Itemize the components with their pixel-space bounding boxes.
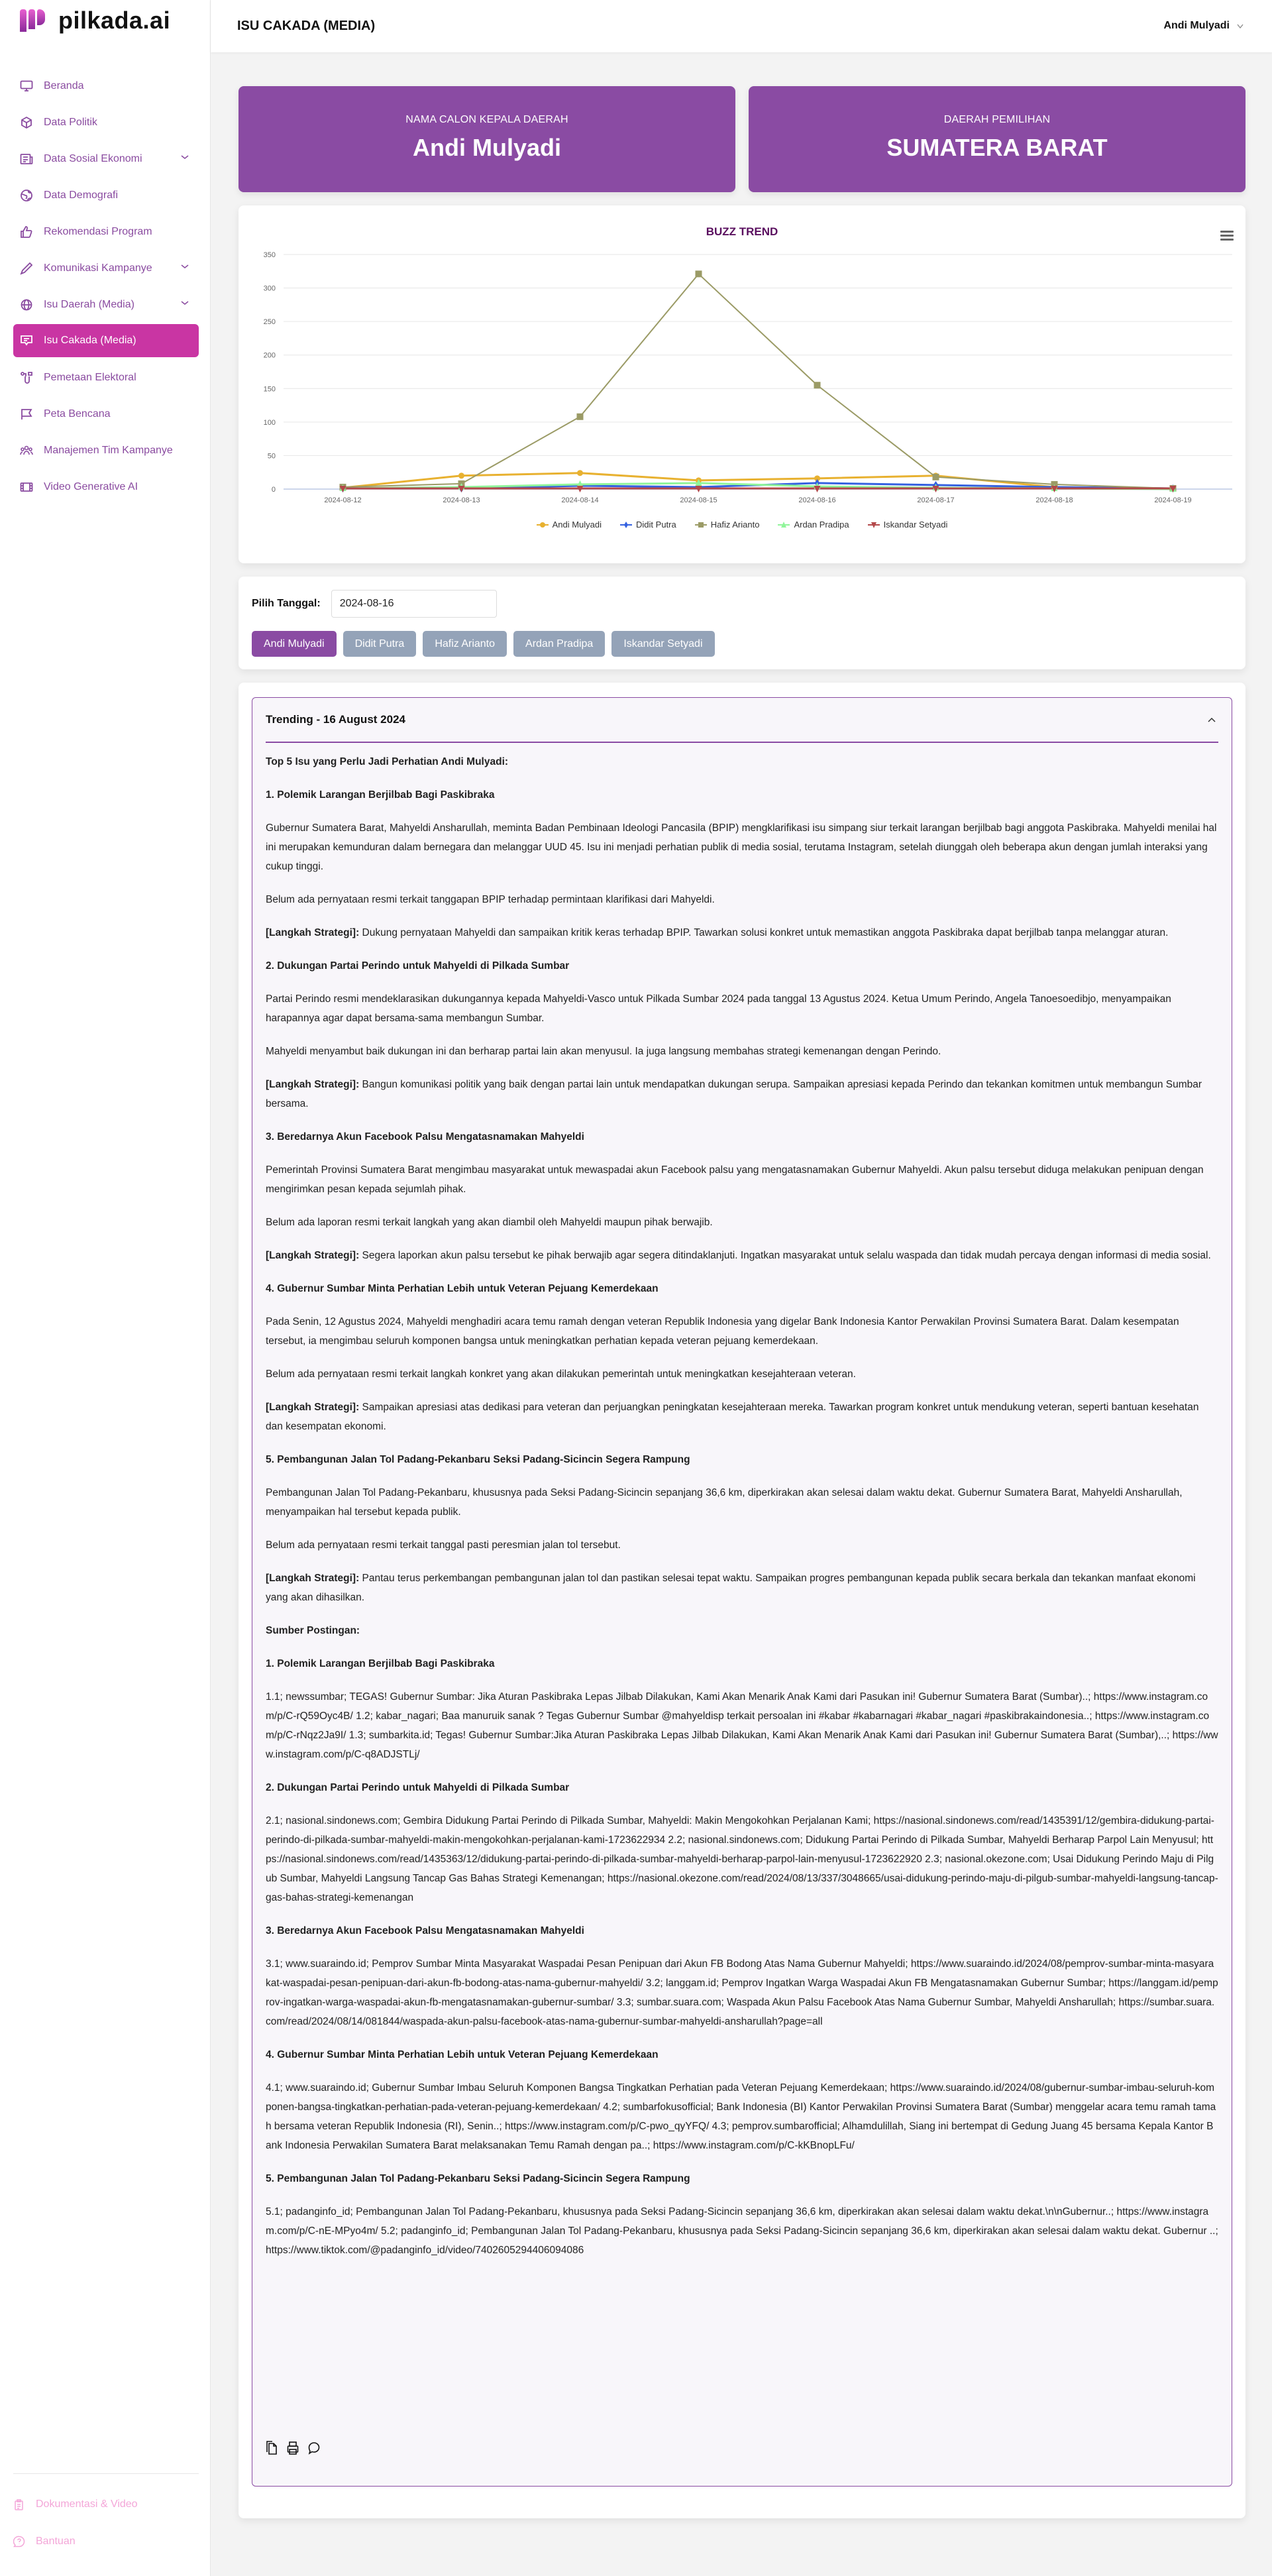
candidate-card (238, 86, 735, 192)
source-group-title: 1. Polemik Larangan Berjilbab Bagi Paskibraka (266, 1658, 495, 1669)
issue-status: Belum ada pernyataan resmi terkait langkah konkret yang akan dilakukan pemerintah untuk meningkatkan kesejahteraan veteran. (266, 1369, 856, 1380)
issue-title: 2. Dukungan Partai Perindo untuk Mahyeldi di Pilkada Sumbar (266, 960, 570, 972)
trending-panel (238, 683, 1246, 2518)
strategy-text: Pantau terus perkembangan pembangunan jalan tol dan pastikan selesai tepat waktu. Sampaikan progres pembangunan kepada publik secara berkala dan tekankan manfaat ekonomi yang akan dihasilkan. (266, 1573, 1196, 1603)
series-line-hafiz-arianto (343, 274, 1173, 488)
source-group-title: 3. Beredarnya Akun Facebook Palsu Mengatasnamakan Mahyeldi (266, 1925, 584, 1936)
issue-summary: Pemerintah Provinsi Sumatera Barat mengimbau masyarakat untuk mewaspadai akun Facebook palsu yang mengatasnamakan Gubernur Mahyeldi. Akun palsu tersebut diduga melakukan penipuan dengan mengirimkan pesan kepada sejumlah pihak. (266, 1164, 1204, 1195)
source-group-text: 4.1; www.suaraindo.id; Gubernur Sumbar Imbau Seluruh Komponen Bangsa Tingkatkan Perhatian pada Veteran Pejuang Kemerdekaan; https://www.suaraindo.id/2024/08/gubernur-sumbar-imbau-seluruh-komponen-bangsa-tingkatkan-perhatian-pada-veteran-pejuang-kemerdekaan/ 4.2; sumbarfokusofficial; Bank Indonesia (BI) Kantor Perwakilan Provinsi Sumatera Barat (Sumbar) menggelar acara temu ramah tamah bersama veteran Republik Indonesia (RI), Senin..; https://www.instagram.com/p/C-pwo_qyYFQ/ 4.3; pemprov.sumbarofficial; Alhamdulillah, Siang ini bertempat di Gedung Juang 45 bersama Kepala Kantor Bank Indonesia Perwakilan Sumatera Barat melaksanakan Temu Ramah dengan pa..; https://www.instagram.com/p/C-kKBnopLFu/ (266, 2082, 1216, 2151)
issue-strategy (266, 1075, 1218, 1113)
issue-title: 3. Beredarnya Akun Facebook Palsu Mengatasnamakan Mahyeldi (266, 1131, 584, 1143)
pencil-icon (20, 262, 33, 275)
legend-symbol-icon (778, 521, 790, 529)
sidebar-item-label: Manajemen Tim Kampanye (44, 444, 173, 456)
comment-icon[interactable] (308, 2441, 320, 2455)
issue-status: Mahyeldi menyambut baik dukungan ini dan berharap partai lain akan menyusul. Ia juga langsung membahas strategi kemenangan dengan Perindo. (266, 1046, 941, 1057)
strategy-label: [Langkah Strategi]: (266, 1250, 360, 1261)
strategy-label: [Langkah Strategi]: (266, 927, 360, 938)
trending-intro: Top 5 Isu yang Perlu Jadi Perhatian Andi Mulyadi: (266, 756, 509, 767)
sidebar-footer-dokumentasi[interactable] (13, 2498, 199, 2510)
y-tick-label: 350 (263, 251, 276, 259)
sidebar-item-komunikasi-kampanye[interactable] (13, 250, 199, 286)
sidebar-footer-label: Bantuan (36, 2536, 76, 2547)
cube-icon (20, 116, 33, 129)
print-icon[interactable] (287, 2441, 299, 2455)
sidebar-item-label: Data Demografi (44, 189, 119, 201)
film-icon (20, 480, 33, 494)
issue-strategy (266, 1246, 1218, 1265)
data-point (933, 474, 939, 480)
chart-title: BUZZ TREND (706, 225, 778, 238)
legend-label: Didit Putra (636, 520, 676, 530)
thumbs-up-icon (20, 225, 33, 239)
candidate-button-andi-mulyadi[interactable]: Andi Mulyadi (252, 631, 337, 657)
sidebar-item-isu-cakada[interactable] (13, 324, 199, 357)
chevron-down-icon (1236, 22, 1244, 30)
candidate-card-label: NAMA CALON KEPALA DAERAH (405, 114, 568, 125)
trending-actions (266, 2441, 320, 2455)
source-group-title: 5. Pembangunan Jalan Tol Padang-Pekanbaru Seksi Padang-Sicincin Segera Rampung (266, 2173, 690, 2184)
sidebar-item-label: Data Sosial Ekonomi (44, 152, 142, 164)
issue-summary: Pembangunan Jalan Tol Padang-Pekanbaru, khususnya pada Seksi Padang-Sicincin sepanjang 36,6 km, diperkirakan akan selesai dalam waktu dekat. Gubernur Sumatera Barat, Mahyeldi Ansharullah, menyampaikan hal tersebut kepada publik. (266, 1487, 1183, 1518)
sidebar-item-label: Video Generative AI (44, 480, 138, 492)
map-route-icon (20, 371, 33, 384)
issue-summary: Pada Senin, 12 Agustus 2024, Mahyeldi menghadiri acara temu ramah dengan veteran Republik Indonesia yang digelar Bank Indonesia Kantor Perwakilan Provinsi Sumatera Barat. Dalam kesempatan tersebut, ia mengimbau seluruh komponen bangsa untuk meningkatkan perhatian kepada veteran pejuang kemerdekaan. (266, 1316, 1179, 1347)
legend-symbol-icon (620, 521, 632, 529)
y-tick-label: 100 (263, 418, 276, 427)
sidebar-item-peta-bencana[interactable] (13, 396, 199, 432)
chat-icon (20, 334, 33, 347)
x-tick-label: 2024-08-17 (917, 496, 955, 504)
y-tick-label: 300 (263, 284, 276, 293)
y-tick-label: 200 (263, 351, 276, 360)
sidebar-item-label: Data Politik (44, 116, 97, 128)
sidebar-divider (13, 2473, 199, 2474)
help-icon (13, 2536, 25, 2548)
issue-summary: Partai Perindo resmi mendeklarasikan dukungannya kepada Mahyeldi-Vasco untuk Pilkada Sumbar 2024 pada tanggal 13 Agustus 2024. Ketua Umum Perindo, Angela Tanoesoedibjo, menyampaikan harapannya agar dapat bersama-sama membangun Sumbar. (266, 993, 1171, 1024)
sidebar-item-pemetaan-elektoral[interactable] (13, 359, 199, 396)
sidebar-nav (13, 68, 199, 505)
chevron-down-icon[interactable] (180, 262, 189, 271)
trending-content (266, 752, 1218, 2274)
globe-grid-icon (20, 298, 33, 311)
trending-title: Trending - 16 August 2024 (266, 713, 405, 726)
x-tick-label: 2024-08-12 (324, 496, 362, 504)
user-menu[interactable] (1163, 20, 1244, 32)
page-title: ISU CAKADA (MEDIA) (237, 19, 376, 33)
source-group-title: 4. Gubernur Sumbar Minta Perhatian Lebih untuk Veteran Pejuang Kemerdekaan (266, 2049, 659, 2060)
candidate-name: Andi Mulyadi (413, 134, 561, 161)
team-icon (20, 444, 33, 457)
data-point (814, 382, 821, 388)
chevron-down-icon[interactable] (180, 152, 189, 162)
strategy-label: [Langkah Strategi]: (266, 1079, 360, 1090)
legend-item-andi-mulyadi[interactable] (537, 520, 602, 530)
candidate-button-hafiz-arianto[interactable]: Hafiz Arianto (423, 631, 507, 657)
y-tick-label: 0 (271, 486, 276, 494)
issue-status: Belum ada pernyataan resmi terkait tanggapan BPIP terhadap permintaan klarifikasi dari Mahyeldi. (266, 894, 715, 905)
candidate-button-didit-putra[interactable]: Didit Putra (343, 631, 417, 657)
strategy-text: Dukung pernyataan Mahyeldi dan sampaikan kritik keras terhadap BPIP. Tawarkan solusi konkret untuk memastikan anggota Paskibraka dapat berjilbab tanpa melanggar aturan. (362, 927, 1169, 938)
legend-symbol-icon (868, 521, 880, 529)
chevron-up-icon[interactable] (1205, 713, 1218, 726)
data-point (458, 473, 464, 478)
legend-symbol-icon (695, 521, 707, 529)
globe-icon (20, 189, 33, 202)
monitor-icon (20, 80, 33, 93)
sidebar-footer-bantuan[interactable] (13, 2536, 199, 2548)
sidebar-footer-label: Dokumentasi & Video (36, 2498, 138, 2510)
user-name: Andi Mulyadi (1163, 20, 1230, 31)
top-header (211, 0, 1272, 52)
candidate-buttons (252, 631, 715, 657)
sidebar-item-beranda[interactable] (13, 68, 199, 104)
x-tick-label: 2024-08-19 (1154, 496, 1192, 504)
region-name: SUMATERA BARAT (886, 134, 1108, 161)
legend-item-iskandar-setyadi[interactable] (868, 520, 948, 530)
sidebar-item-data-politik[interactable] (13, 104, 199, 140)
x-tick-label: 2024-08-18 (1035, 496, 1073, 504)
sidebar-item-label: Pemetaan Elektoral (44, 371, 136, 383)
legend-item-didit-putra[interactable] (620, 520, 676, 530)
brand-logo[interactable] (20, 7, 170, 34)
sidebar (0, 0, 211, 2576)
buzz-trend-chart (238, 205, 1246, 563)
strategy-label: [Langkah Strategi]: (266, 1573, 360, 1584)
y-tick-label: 50 (267, 452, 276, 461)
issue-title: 1. Polemik Larangan Berjilbab Bagi Paskibraka (266, 789, 495, 801)
region-card (749, 86, 1246, 192)
sidebar-item-video-generative-ai[interactable] (13, 469, 199, 505)
copy-icon[interactable] (266, 2441, 278, 2455)
legend-label: Andi Mulyadi (552, 520, 602, 530)
sidebar-item-label: Isu Daerah (Media) (44, 298, 134, 310)
legend-label: Iskandar Setyadi (883, 520, 948, 530)
issue-status: Belum ada pernyataan resmi terkait tanggal pasti peresmian jalan tol tersebut. (266, 1540, 621, 1551)
clipboard-icon (13, 2498, 25, 2510)
trending-accordion (252, 697, 1232, 2487)
issue-status: Belum ada laporan resmi terkait langkah yang akan diambil oleh Mahyeldi maupun pihak berwajib. (266, 1217, 713, 1228)
strategy-text: Segera laporkan akun palsu tersebut ke pihak berwajib agar segera ditindaklanjuti. Ingatkan masyarakat untuk selalu waspada dan tidak mudah percaya dengan informasi di media sosial. (362, 1250, 1211, 1261)
chart-legend (238, 520, 1246, 530)
legend-label: Ardan Pradipa (794, 520, 849, 530)
data-point (577, 470, 583, 476)
y-tick-label: 250 (263, 318, 276, 327)
sidebar-item-manajemen-tim[interactable] (13, 432, 199, 469)
strategy-text: Sampaikan apresiasi atas dedikasi para veteran dan perjuangkan peningkatan kesejahteraan mereka. Tawarkan program konkret untuk mendukung veteran, seperti bantuan kesehatan dan kesempatan ekonomi. (266, 1402, 1199, 1432)
region-card-label: DAERAH PEMILIHAN (943, 114, 1051, 125)
issue-title: 5. Pembangunan Jalan Tol Padang-Pekanbaru Seksi Padang-Sicincin Segera Rampung (266, 1454, 690, 1465)
buzz-trend-panel (238, 205, 1246, 563)
sidebar-item-label: Rekomendasi Program (44, 225, 152, 237)
brand-name: pilkada.ai (58, 7, 171, 34)
y-tick-label: 150 (263, 385, 276, 394)
x-tick-label: 2024-08-15 (680, 496, 717, 504)
sidebar-item-rekomendasi-program[interactable] (13, 213, 199, 250)
source-group-text: 3.1; www.suaraindo.id; Pemprov Sumbar Minta Masyarakat Waspadai Pesan Penipuan dari Akun FB Bodong Atas Nama Gubernur Mahyeldi; https://www.suaraindo.id/2024/08/pemprov-sumbar-minta-masyarakat-waspadai-pesan-penipuan-dari-akun-fb-bodong-atas-nama-gubernur-mahyeldi/ 3.2; langgam.id; Pemprov Ingatkan Warga Waspadai Akun FB Mengatasnamakan Gubernur Sumbar; https://langgam.id/pemprov-ingatkan-warga-waspadai-akun-fb-mengatasnamakan-gubernur-sumbar/ 3.3; sumbar.suara.com; Waspada Akun Palsu Facebook Atas Nama Gubernur Sumbar, Mahyeldi Ansharullah; https://sumbar.suara.com/read/2024/08/14/081844/waspada-akun-palsu-facebook-atas-nama-gubernur-sumbar-mahyeldi-ansharullah?page=all (266, 1958, 1218, 2027)
legend-label: Hafiz Arianto (710, 520, 760, 530)
issue-strategy (266, 1569, 1218, 1607)
candidate-button-iskandar-setyadi[interactable]: Iskandar Setyadi (611, 631, 714, 657)
source-group-title: 2. Dukungan Partai Perindo untuk Mahyeldi di Pilkada Sumbar (266, 1782, 570, 1793)
x-tick-label: 2024-08-16 (798, 496, 836, 504)
issue-summary: Gubernur Sumatera Barat, Mahyeldi Ansharullah, meminta Badan Pembinaan Ideologi Pancasila (BPIP) mengklarifikasi isu simpang siur terkait larangan berjilbab bagi anggota Paskibraka. Mahyeldi menilai hal ini merupakan kemunduran dalam bernegara dan melanggar UUD 45. Isu ini menjadi perhatian publik di media sosial, terutama Instagram, setelah diunggah oleh beberapa akun dengan jumlah interaksi yang cukup tinggi. (266, 822, 1217, 872)
date-filter-label: Pilih Tanggal: (252, 598, 321, 609)
source-group-text: 5.1; padanginfo_id; Pembangunan Jalan Tol Padang-Pekanbaru, khususnya pada Seksi Padang-Sicincin sepanjang 36,6 km, diperkirakan akan selesai dalam waktu dekat.\n\nGubernur..; https://www.instagram.com/p/C-nE-MPyo4m/ 5.2; padanginfo_id; Pembangunan Jalan Tol Padang-Pekanbaru, khususnya pada Seksi Padang-Sicincin sepanjang 36,6 km, diperkirakan akan selesai dalam waktu dekat. Gubernur ..; https://www.tiktok.com/@padanginfo_id/video/7402605294406094086 (266, 2206, 1218, 2256)
strategy-label: [Langkah Strategi]: (266, 1402, 360, 1413)
strategy-text: Bangun komunikasi politik yang baik dengan partai lain untuk mendapatkan dukungan serupa. Sampaikan apresiasi kepada Perindo dan tekankan komitmen untuk membangun Sumbar bersama. (266, 1079, 1202, 1109)
chevron-down-icon[interactable] (180, 298, 189, 308)
logo-mark-icon (20, 9, 46, 32)
sidebar-item-data-sosial-ekonomi[interactable] (13, 140, 199, 177)
trending-header[interactable] (266, 698, 1218, 743)
x-tick-label: 2024-08-13 (443, 496, 480, 504)
sidebar-item-label: Beranda (44, 80, 84, 91)
data-point (696, 270, 702, 277)
sidebar-item-data-demografi[interactable] (13, 177, 199, 213)
flag-icon (20, 408, 33, 421)
legend-item-hafiz-arianto[interactable] (695, 520, 760, 530)
filter-panel (238, 577, 1246, 669)
source-group-text: 1.1; newssumbar; TEGAS! Gubernur Sumbar: Jika Aturan Paskibraka Lepas Jilbab Dilakukan, Kami Akan Menarik Anak Kami dari Pasukan ini! Gubernur Sumatera Barat (Sumbar)..; https://www.instagram.com/p/C-rQ59Oyc4B/ 1.2; kabar_nagari; Baa manuruik sanak ? Tegas Gubernur Sumbar @mahyeldisp terkait persoalan ini #kabar #kabarnagari #kabar_nagari #paskibrakaindonesia..; https://www.instagram.com/p/C-rNqz2Ja9I/ 1.3; sumbarkita.id; Tegas! Gubernur Sumbar:Jika Aturan Paskibraka Lepas Jilbab Dilakukan, Kami Akan Menarik Anak Kami dari Pasukan ini! Gubernur Sumatera Barat (Sumbar),..; https://www.instagram.com/p/C-q8ADJSTLj/ (266, 1691, 1218, 1760)
legend-symbol-icon (537, 521, 549, 529)
sources-title: Sumber Postingan: (266, 1625, 360, 1636)
candidate-button-ardan-pradipa[interactable]: Ardan Pradipa (513, 631, 605, 657)
sidebar-item-isu-daerah[interactable] (13, 286, 199, 323)
issue-title: 4. Gubernur Sumbar Minta Perhatian Lebih untuk Veteran Pejuang Kemerdekaan (266, 1283, 659, 1294)
source-group-text: 2.1; nasional.sindonews.com; Gembira Didukung Partai Perindo di Pilkada Sumbar, Mahyeldi: Makin Mengokohkan Perjalanan Kami; https://nasional.sindonews.com/read/1435391/12/gembira-didukung-partai-perindo-di-pilkada-sumbar-mahyeldi-makin-mengokohkan-perjalanan-kami-1723622934 2.2; nasional.sindonews.com; Didukung Partai Perindo di Pilkada Sumbar, Mahyeldi Berharap Parpol Lain Menyusul; https://nasional.sindonews.com/read/1435363/12/didukung-partai-perindo-di-pilkada-sumbar-mahyeldi-berharap-parpol-lain-menyusul-1723622920 2.3; nasional.okezone.com; Usai Didukung Perindo Maju di Pilgub Sumbar, Mahyeldi Langsung Tancap Gas Bahas Strategi Kemenangan; https://nasional.okezone.com/read/2024/08/13/337/3048665/usai-didukung-perindo-maju-di-pilgub-sumbar-mahyeldi-langsung-tancap-gas-bahas-strategi-kemenangan (266, 1815, 1218, 1903)
date-filter (252, 590, 497, 618)
issue-strategy (266, 923, 1218, 942)
sidebar-item-label: Peta Bencana (44, 408, 111, 420)
legend-item-ardan-pradipa[interactable] (778, 520, 849, 530)
newspaper-icon (20, 152, 33, 166)
sidebar-item-label: Isu Cakada (Media) (44, 335, 136, 346)
date-input[interactable] (331, 590, 497, 618)
sidebar-item-label: Komunikasi Kampanye (44, 262, 152, 274)
x-tick-label: 2024-08-14 (561, 496, 599, 504)
data-point (577, 414, 584, 420)
issue-strategy (266, 1398, 1218, 1436)
